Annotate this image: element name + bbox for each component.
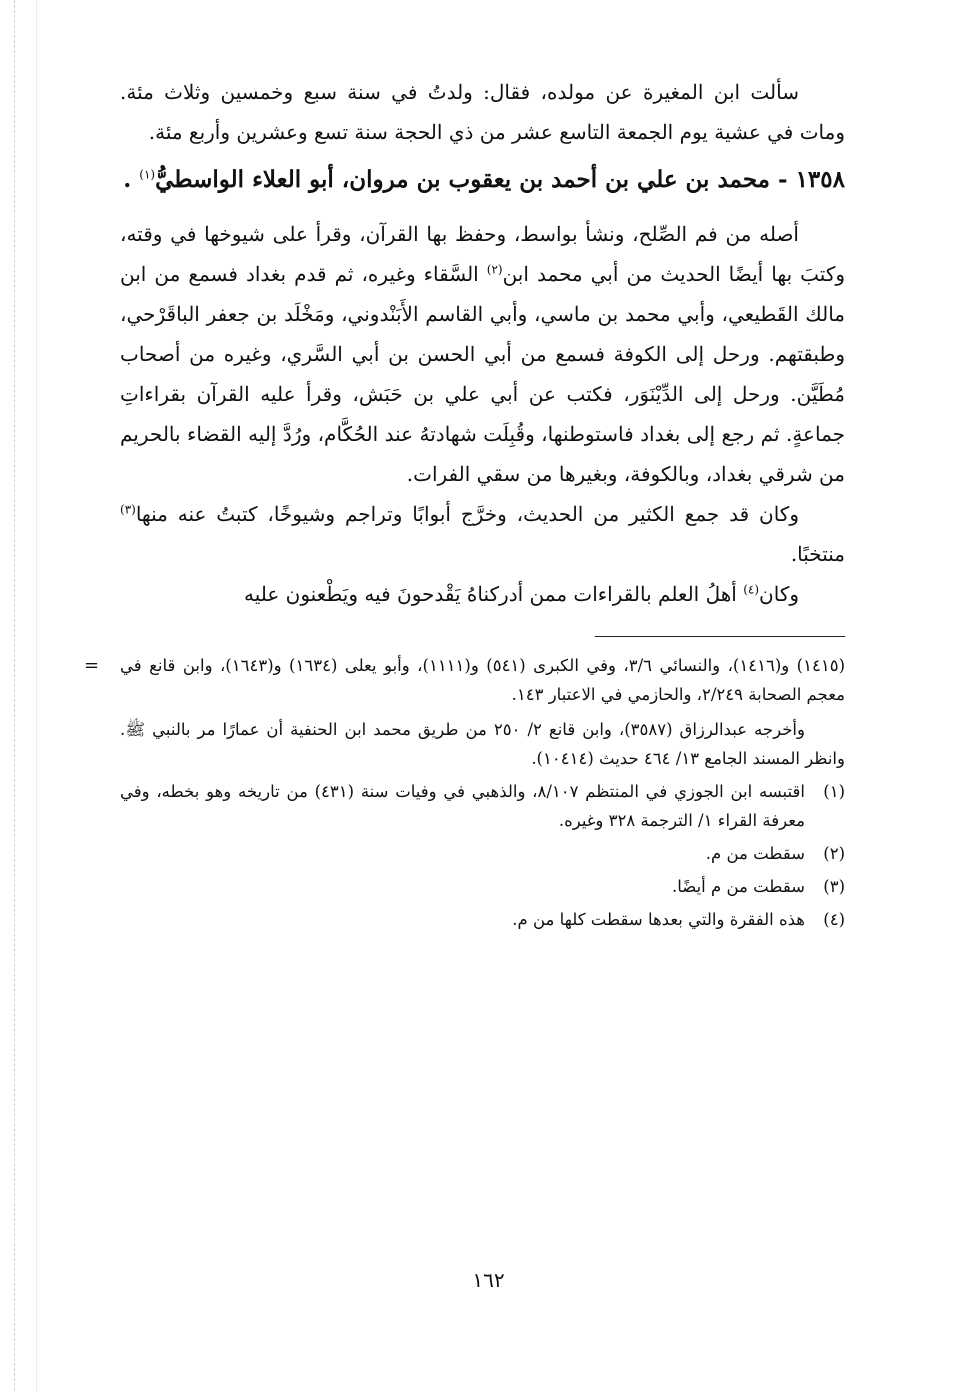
paragraph-2-part-b: السَّقاء وغيره، ثم قدم بغداد فسمع من ابن مالك القَطيعي، وأبي محمد بن ماسي، وأبي القاسم الأَبَنْدوني، ومَخْلَد بن جعفر الباقَرْحي، وطبقتهم. ورحل إلى الكوفة فسمع من أبي الحسن بن أبي السَّري، وغيره من أصحاب مُطَيَّن. ورحل إلى الدِّيْنَوَر، فكتب عن أبي علي بن حَبَش، وقرأ عليه القرآن بقراءاتِ جماعةٍ. ثم رجع إلى بغداد فاستوطنها، وقُبِلَت شهادتهُ عند الحُكَّام، ورُدَّ إليه القضاء بالحريم من شرقي بغداد، وبالكوفة، وبغيرها من سقي الفرات. bbox=[120, 262, 845, 486]
paragraph-2-part-a: أصله من فم الصِّلح، ونشأ بواسط، وحفظ بها القرآن، وقرأ على شيوخها في وقته، وكتبَ بها أيضًا الحديث من أبي محمد ابن bbox=[120, 222, 845, 286]
footnote-divider bbox=[595, 636, 845, 637]
footnote-text: سقطت من م أيضًا. bbox=[671, 877, 805, 896]
footnotes bbox=[84, 651, 846, 934]
footnote-text: هذه الفقرة والتي بعدها سقطت كلها من م. bbox=[512, 910, 805, 929]
paragraph-1: سألت ابن المغيرة عن مولده، فقال: ولدتُ في سنة سبع وخمسين وثلاث مئة. ومات في عشية يوم الجمعة التاسع عشر من ذي الحجة سنة تسع وعشرين وأربع مئة. bbox=[120, 80, 845, 144]
paragraph-4-part-a: وكان bbox=[759, 582, 799, 606]
page-content bbox=[84, 72, 846, 934]
footnote-continuation-text: (١٤١٥) و(١٤١٦)، والنسائي ٣/٦، وفي الكبرى (٥٤١) و(١١١١)، وأبو يعلى (١٦٣٤) و(١٦٤٣)، وابن قانع في معجم الصحابة ٢/٢٤٩، والحازمي في الاعتبار ١٤٣. bbox=[120, 656, 846, 704]
footnote-number: (٢) bbox=[823, 844, 845, 863]
paragraph-4-part-b: أهلُ العلم بالقراءات ممن أدركناهُ يَقْدحونَ فيه ويَطْعنون عليه bbox=[243, 582, 744, 606]
paragraph-3-part-a: وكان قد جمع الكثير من الحديث، وخرَّج أبوابًا وتراجم وشيوخًا، كتبتُ عنه منها bbox=[135, 502, 799, 526]
footnote-item bbox=[120, 905, 845, 934]
footnote-number: (٣) bbox=[823, 877, 845, 896]
footnote-ref-3: (٣) bbox=[120, 502, 136, 517]
footnote-ref-2: (٢) bbox=[486, 262, 503, 277]
footnote-number: (١) bbox=[823, 782, 845, 801]
footnote-item bbox=[120, 777, 845, 835]
footnote-text: سقطت من م. bbox=[705, 844, 805, 863]
footnote-ref-4: (٤) bbox=[743, 582, 760, 597]
scan-edge-line bbox=[14, 0, 15, 1391]
page-number: ١٦٢ bbox=[472, 1268, 505, 1292]
paragraph-2 bbox=[120, 214, 845, 494]
paragraph-4 bbox=[120, 574, 845, 614]
scan-edge-line bbox=[36, 0, 37, 1391]
entry-heading bbox=[120, 158, 845, 202]
footnote-continuation bbox=[84, 651, 846, 773]
entry-heading-end: . bbox=[123, 166, 132, 193]
footnote-item bbox=[120, 872, 845, 901]
continuation-mark: = bbox=[84, 655, 100, 676]
entry-heading-text: ١٣٥٨ - محمد بن علي بن أحمد بن يعقوب بن مروان، أبو العلاء الواسطيُّ bbox=[155, 166, 845, 193]
footnote-text: اقتبسه ابن الجوزي في المنتظم ٨/١٠٧، والذهبي في وفيات سنة (٤٣١) من تاريخه وهو بخطه، وفي معرفة القراء ١/ الترجمة ٣٢٨ وغيره. bbox=[120, 782, 805, 830]
paragraph-3-part-b: منتخبًا. bbox=[790, 542, 845, 566]
footnote-continuation-text-2: وأخرجه عبدالرزاق (٣٥٨٧)، وابن قانع ٢/ ٢٥٠ من طريق محمد ابن الحنفية أن عمارًا مر بالنبي ﷺ. وانظر المسند الجامع ١٣/ ٤٦٤ حديث (١٠٤١٤). bbox=[120, 720, 845, 768]
footnote-item bbox=[120, 839, 845, 868]
footnote-number: (٤) bbox=[823, 910, 845, 929]
footnote-ref-1: (١) bbox=[139, 167, 156, 182]
paragraph-3 bbox=[120, 494, 845, 574]
